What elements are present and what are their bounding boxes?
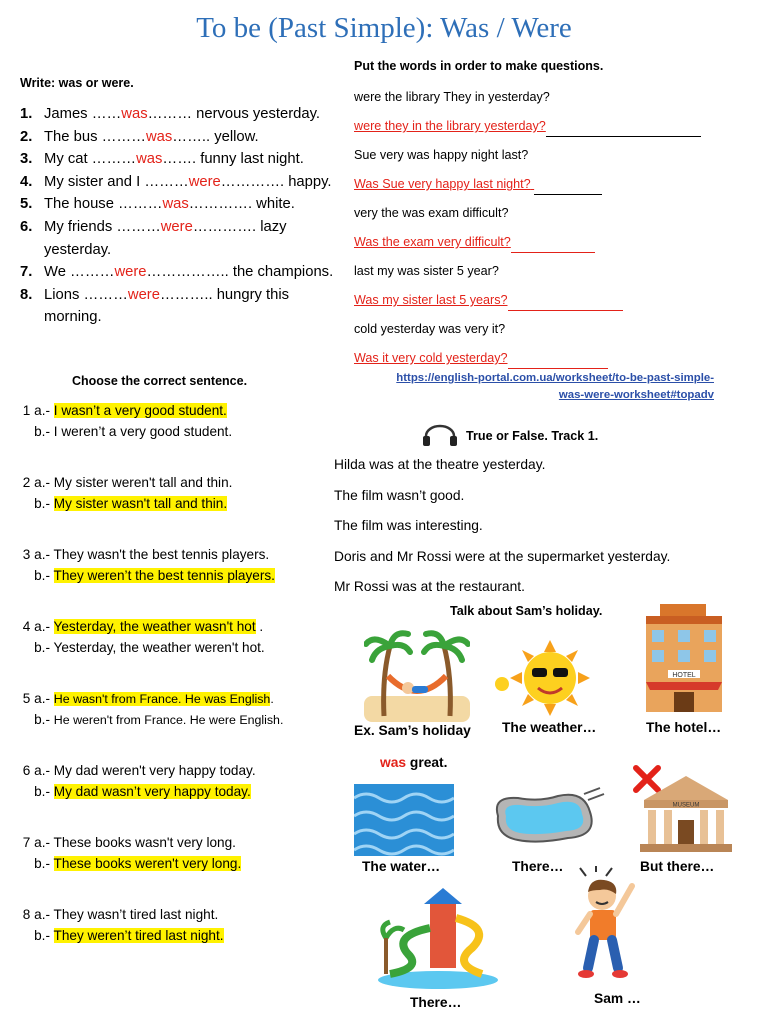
water-image <box>354 784 454 856</box>
choice-group: 8 a.- They wasn’t tired last night. b.- They weren’t tired last night. <box>22 907 224 943</box>
true-false-list <box>334 455 670 608</box>
sun-image <box>494 640 596 716</box>
sentence: I weren’t a very good student. <box>53 424 233 439</box>
list-item: 7. We ………were…………….. the champions. <box>20 264 334 281</box>
sam-boy-image <box>572 866 642 984</box>
answer-text: was <box>136 151 163 168</box>
sentence: My sister weren't tall and thin. <box>53 475 233 490</box>
answer-text: were <box>160 218 193 235</box>
choice-group: 2 a.- My sister weren't tall and thin. b.- My sister wasn't tall and thin. <box>22 475 233 511</box>
question-text: Sue very was happy night last? <box>354 148 529 162</box>
question-text: very the was exam difficult? <box>354 206 509 220</box>
choice-group: 5 a.- He wasn't from France. He was English. b.- He weren't from France. He were English. <box>22 691 284 727</box>
sentence: They wasn’t tired last night. <box>53 907 219 922</box>
correct-sentence: My dad wasn’t very happy today. <box>53 784 251 799</box>
answer-text: was <box>121 106 148 122</box>
sentence: My dad weren't very happy today. <box>53 763 256 778</box>
correct-sentence: I wasn’t a very good student. <box>53 403 227 418</box>
correct-sentence: Yesterday, the weather wasn't hot <box>53 619 256 634</box>
sentence: Yesterday, the weather weren't hot. <box>53 640 265 655</box>
caption-water: The water… <box>362 859 441 874</box>
choice-group: 7 a.- These books wasn't very long. b.- These books weren't very long. <box>22 835 242 871</box>
exercise1-list <box>20 103 340 329</box>
correct-sentence: My sister wasn't tall and thin. <box>53 496 228 511</box>
caption-holiday: Ex. Sam’s holiday <box>354 723 471 738</box>
list-item: 6. My friends ………were…………. lazy yesterday. <box>20 218 287 258</box>
hotel-image <box>640 600 728 716</box>
tf-sentence: Mr Rossi was at the restaurant. <box>334 579 525 594</box>
answer-line: Was my sister last 5 years? <box>354 289 730 318</box>
list-item: 1. James ……was……… nervous yesterday. <box>20 106 321 122</box>
list-item: 5. The house ………was…………. white. <box>20 196 295 213</box>
hotel-sign-text: HOTEL <box>672 672 696 679</box>
museum-sign-text: MUSEUM <box>672 802 700 809</box>
correct-sentence: He wasn't from France. He was English <box>53 692 271 706</box>
tf-sentence: Hilda was at the theatre yesterday. <box>334 457 546 472</box>
sentence: They wasn't the best tennis players. <box>53 547 270 562</box>
correct-sentence: These books weren't very long. <box>53 856 242 871</box>
cross-icon <box>636 768 658 790</box>
exercise1-heading: Write: was or were. <box>20 76 134 90</box>
choice-group: 4 a.- Yesterday, the weather wasn't hot . b.- Yesterday, the weather weren't hot. <box>22 619 265 655</box>
choice-group: 3 a.- They wasn't the best tennis players. b.- They weren’t the best tennis players. <box>22 547 275 583</box>
list-item: 3. My cat ………was……. funny last night. <box>20 151 304 168</box>
sentence: These books wasn't very long. <box>53 835 236 850</box>
list-item: 2. The bus ………was…….. yellow. <box>20 128 259 145</box>
water-park-image <box>372 888 504 990</box>
answer-text: were <box>114 264 147 281</box>
caption-museum: But there… <box>640 859 715 874</box>
beach-hammock-image <box>364 626 470 722</box>
choice-group: 6 a.- My dad weren't very happy today. b.- My dad wasn’t very happy today. <box>22 763 256 799</box>
exercise2-list <box>354 86 730 376</box>
answer-text: were <box>127 286 160 303</box>
list-item: 4. My sister and I ………were…………. happy. <box>20 173 332 190</box>
caption-sam: Sam … <box>594 991 641 1006</box>
caption-hotel: The hotel… <box>646 720 722 735</box>
question-text: were the library They in yesterday? <box>354 90 550 104</box>
answer-text: was <box>145 128 173 145</box>
question-text: cold yesterday was very it? <box>354 322 506 336</box>
talk-heading: Talk about Sam’s holiday. <box>450 604 603 618</box>
exercise3-list <box>16 400 336 976</box>
tf-sentence: The film was interesting. <box>334 518 483 533</box>
caption-holiday-2: was great. <box>380 755 448 770</box>
answer-line: Was the exam very difficult? <box>354 231 730 260</box>
sentence: He weren't from France. He were English. <box>53 713 284 727</box>
tf-sentence: Doris and Mr Rossi were at the supermarket yesterday. <box>334 548 671 564</box>
correct-sentence: They weren’t the best tennis players. <box>53 568 275 583</box>
correct-sentence: They weren’t tired last night. <box>53 928 224 943</box>
caption-weather: The weather… <box>502 720 597 735</box>
headphones-icon <box>420 424 460 448</box>
choice-group: 1 a.- I wasn’t a very good student. b.- I weren’t a very good student. <box>22 403 233 439</box>
museum-image <box>630 762 734 856</box>
swimming-pool-image <box>488 786 608 848</box>
question-text: last my was sister 5 year? <box>354 264 499 278</box>
answer-text: was <box>162 196 189 213</box>
answer-line: were they in the library yesterday? <box>354 115 730 144</box>
answer-line: Was it very cold yesterday? <box>354 347 730 376</box>
tf-sentence: The film wasn’t good. <box>334 487 465 503</box>
answer-text: were <box>188 173 221 190</box>
exercise3-heading: Choose the correct sentence. <box>72 374 248 388</box>
list-item: 8. Lions ………were……….. hungry this morning. <box>20 286 290 326</box>
exercise2-heading: Put the words in order to make questions. <box>354 59 604 73</box>
caption-park: There… <box>410 995 462 1010</box>
page-title: To be (Past Simple): Was / Were <box>196 12 572 44</box>
answer-line: Was Sue very happy last night? <box>354 173 730 202</box>
source-link[interactable]: https://english-portal.com.ua/worksheet/to-be-past-simple- was-were-worksheet#topadv <box>396 372 714 401</box>
caption-pool: There… <box>512 859 564 874</box>
true-false-heading: True or False. Track 1. <box>420 424 598 448</box>
